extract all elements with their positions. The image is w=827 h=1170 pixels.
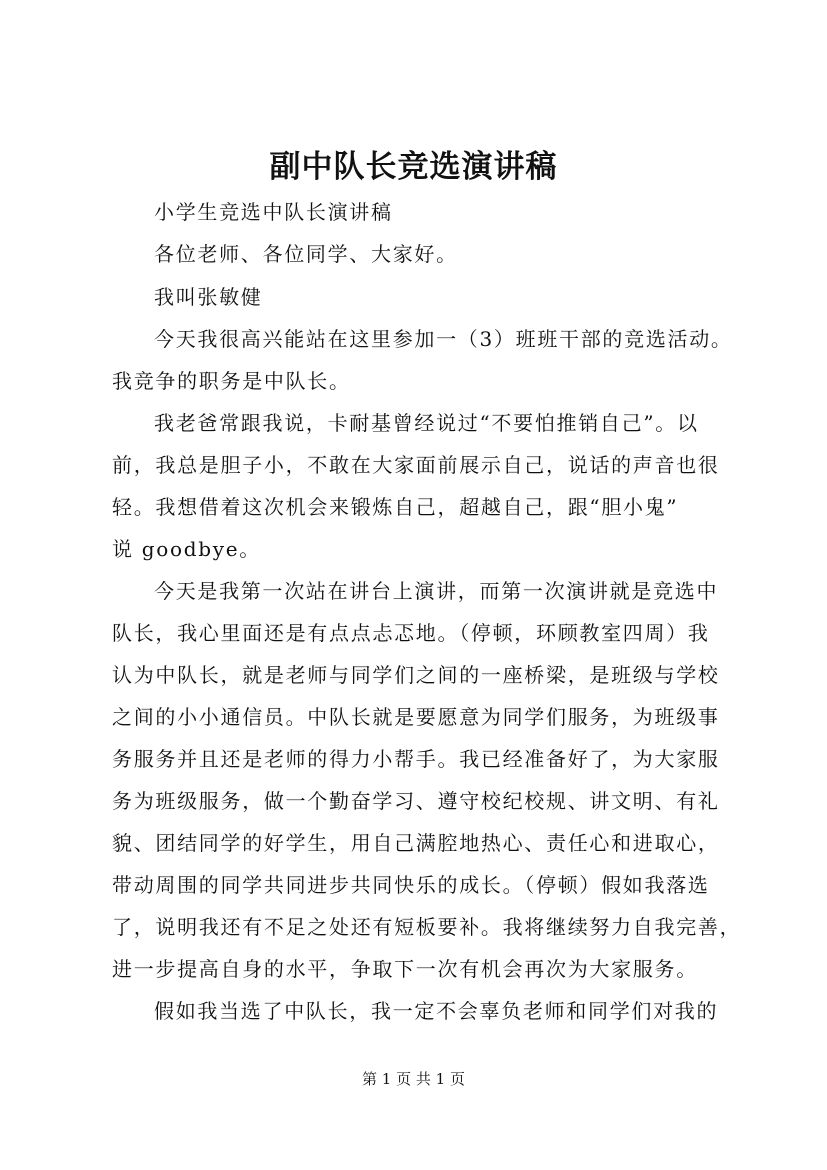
text-line: 今天是我第一次站在讲台上演讲，而第一次演讲就是竞选中	[154, 579, 719, 603]
text-line: 队长，我心里面还是有点点忐忑地。（停顿，环顾教室四周）我	[112, 621, 710, 645]
text-line: 今天我很高兴能站在这里参加一（3）班班干部的竞选活动。	[154, 327, 733, 351]
text-line: 轻。我想借着这次机会来锻炼自己，超越自己，跟“胆小鬼”	[112, 495, 679, 519]
page-number: 第 1 页 共 1 页	[362, 1070, 465, 1088]
text-line: 说 goodbye。	[112, 537, 261, 561]
document-title: 副中队长竞选演讲稿	[269, 149, 558, 185]
text-line: 貌、团结同学的好学生，用自己满腔地热心、责任心和进取心，	[112, 831, 720, 855]
text-line: 进一步提高自身的水平，争取下一次有机会再次为大家服务。	[112, 957, 698, 981]
text-line: 了，说明我还有不足之处还有短板要补。我将继续努力自我完善，	[112, 915, 742, 939]
text-line: 我叫张敏健	[154, 285, 263, 309]
text-line: 带动周围的同学共同进步共同快乐的成长。（停顿）假如我落选	[112, 873, 710, 897]
text-line: 认为中队长，就是老师与同学们之间的一座桥梁，是班级与学校	[112, 663, 720, 687]
text-line: 前，我总是胆子小，不敢在大家面前展示自己，说话的声音也很	[112, 453, 720, 477]
text-line: 务为班级服务，做一个勤奋学习、遵守校纪校规、讲文明、有礼	[112, 789, 720, 813]
text-line: 我老爸常跟我说，卡耐基曾经说过“不要怕推销自己”。以	[154, 411, 699, 435]
text-line: 之间的小小通信员。中队长就是要愿意为同学们服务，为班级事	[112, 705, 720, 729]
text-line: 假如我当选了中队长，我一定不会辜负老师和同学们对我的	[154, 999, 719, 1023]
text-line: 我竞争的职务是中队长。	[112, 369, 351, 393]
text-line: 小学生竞选中队长演讲稿	[154, 200, 393, 224]
text-line: 务服务并且还是老师的得力小帮手。我已经准备好了，为大家服	[112, 747, 720, 771]
text-line: 各位老师、各位同学、大家好。	[154, 242, 458, 266]
